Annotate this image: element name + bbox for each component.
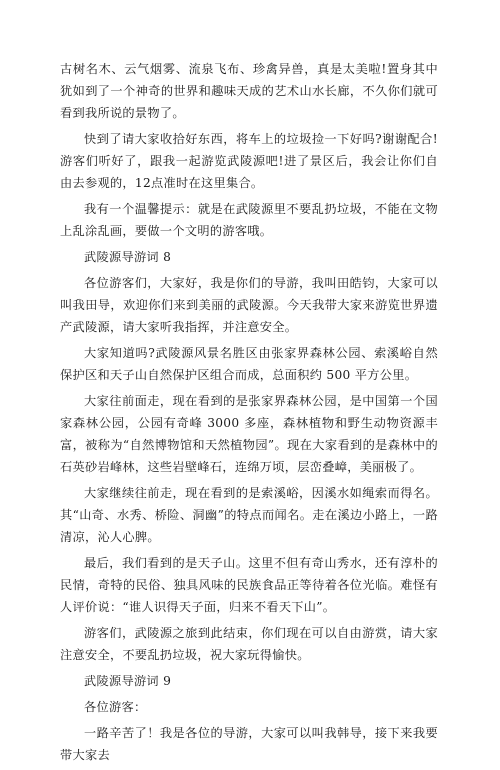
- paragraph-3: 我有一个温馨提示：就是在武陵源里不要乱扔垃圾，不能在文物上乱涂乱画，要做一个文明的游客哦。: [60, 202, 438, 238]
- paragraph-7: 大家继续往前走，现在看到的是索溪峪，因溪水如绳索而得名。其“山奇、水秀、桥险、洞幽”的特点而闻名。走在溪边小路上，一路清凉，沁人心脾。: [60, 486, 438, 544]
- paragraph-5: 大家知道吗?武陵源风景名胜区由张家界森林公园、索溪峪自然保护区和天子山自然保护区组合而成，总面积约 500 平方公里。: [60, 346, 438, 382]
- paragraph-2: 快到了请大家收拾好东西，将车上的垃圾捡一下好吗?谢谢配合!游客们听好了，跟我一起游览武陵源吧!进了景区后，我会让你们自由去参观的，12点准时在这里集合。: [60, 132, 438, 190]
- paragraph-6: 大家往前面走，现在看到的是张家界森林公园，是中国第一个国家森林公园，公园有奇峰 3000 多座，森林植物和野生动物资源丰富，被称为“自然博物馆和天然植物园”。现在大家看到的是森林中的石英砂岩峰林，这些岩壁峰石，连绵万顷，层峦叠嶂，美丽极了。: [60, 394, 438, 474]
- paragraph-4: 各位游客们，大家好，我是你们的导游，我叫田皓钧，大家可以叫我田导，欢迎你们来到美丽的武陵源。今天我带大家来游览世界遗产武陵源，请大家听我指挥，并注意安全。: [60, 276, 438, 334]
- paragraph-11: 一路辛苦了！我是各位的导游，大家可以叫我韩导，接下来我要带大家去: [60, 726, 438, 762]
- section-heading-9: 武陵源导游词 9: [84, 674, 172, 688]
- document-body: [60, 58, 438, 770]
- paragraph-8: 最后，我们看到的是天子山。这里不但有奇山秀水，还有淳朴的民情，奇特的民俗、独具风味的民族食品正等待着各位光临。难怪有人评价说：“谁人识得天子面，归来不看天下山”。: [60, 556, 438, 614]
- section-heading-8: 武陵源导游词 8: [84, 250, 172, 264]
- paragraph-1: 古树名木、云气烟雾、流泉飞布、珍禽异兽，真是太美啦!置身其中犹如到了一个神奇的世界和趣味天成的艺术山水长廊，不久你们就可看到我所说的景物了。: [60, 62, 438, 120]
- paragraph-9: 游客们，武陵源之旅到此结束，你们现在可以自由游赏，请大家注意安全，不要乱扔垃圾，祝大家玩得愉快。: [60, 626, 438, 662]
- paragraph-10: 各位游客：: [84, 700, 147, 714]
